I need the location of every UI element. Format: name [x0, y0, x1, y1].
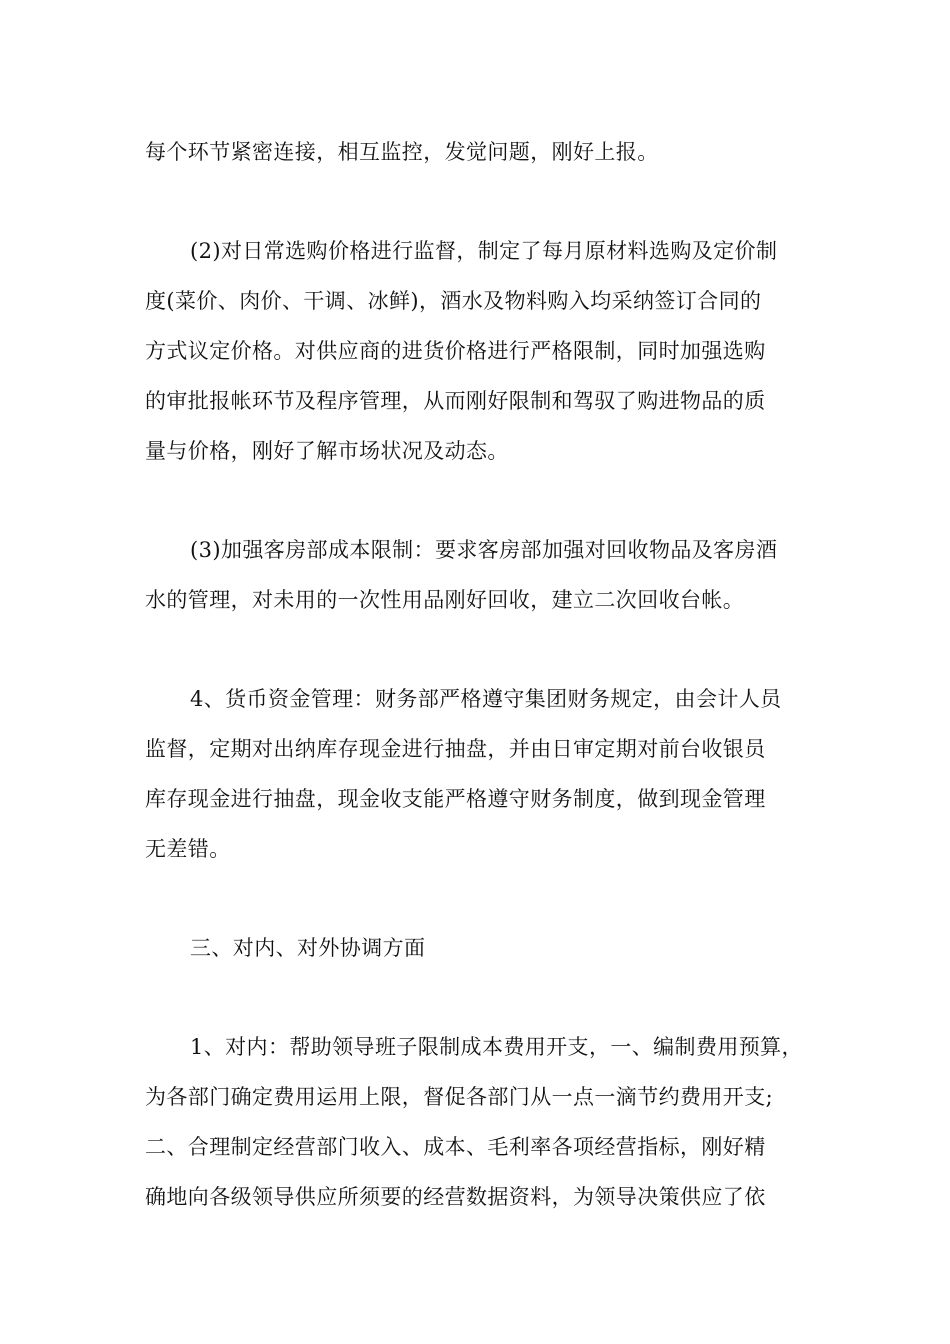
text-line: 1、对内：帮助领导班子限制成本费用开支，一、编制费用预算，	[190, 1035, 803, 1059]
text-line: 量与价格，刚好了解市场状况及动态。	[145, 439, 509, 463]
text-line: 二、合理制定经营部门收入、成本、毛利率各项经营指标，刚好精	[145, 1135, 766, 1159]
text-line: (2)对日常选购价格进行监督，制定了每月原材料选购及定价制	[190, 239, 778, 263]
text-line: 每个环节紧密连接，相互监控，发觉问题，刚好上报。	[145, 140, 659, 164]
text-line: 为各部门确定费用运用上限，督促各部门从一点一滴节约费用开支;	[145, 1085, 774, 1109]
text-line: 库存现金进行抽盘，现金收支能严格遵守财务制度，做到现金管理	[145, 787, 766, 811]
text-line: 确地向各级领导供应所须要的经营数据资料，为领导决策供应了依	[145, 1185, 766, 1209]
text-line: 4、货币资金管理：财务部严格遵守集团财务规定，由会计人员	[190, 687, 782, 711]
text-line: 无差错。	[145, 837, 231, 861]
text-line: 方式议定价格。对供应商的进货价格进行严格限制，同时加强选购	[145, 339, 766, 363]
text-line: 水的管理，对未用的一次性用品刚好回收，建立二次回收台帐。	[145, 588, 745, 612]
section-heading: 三、对内、对外协调方面	[190, 936, 426, 960]
text-line: 的审批报帐环节及程序管理，从而刚好限制和驾驭了购进物品的质	[145, 389, 766, 413]
text-line: (3)加强客房部成本限制：要求客房部加强对回收物品及客房酒	[190, 538, 778, 562]
text-line: 监督，定期对出纳库存现金进行抽盘，并由日审定期对前台收银员	[145, 737, 766, 761]
text-line: 度(菜价、肉价、干调、冰鲜)，酒水及物料购入均采纳签订合同的	[145, 289, 762, 313]
